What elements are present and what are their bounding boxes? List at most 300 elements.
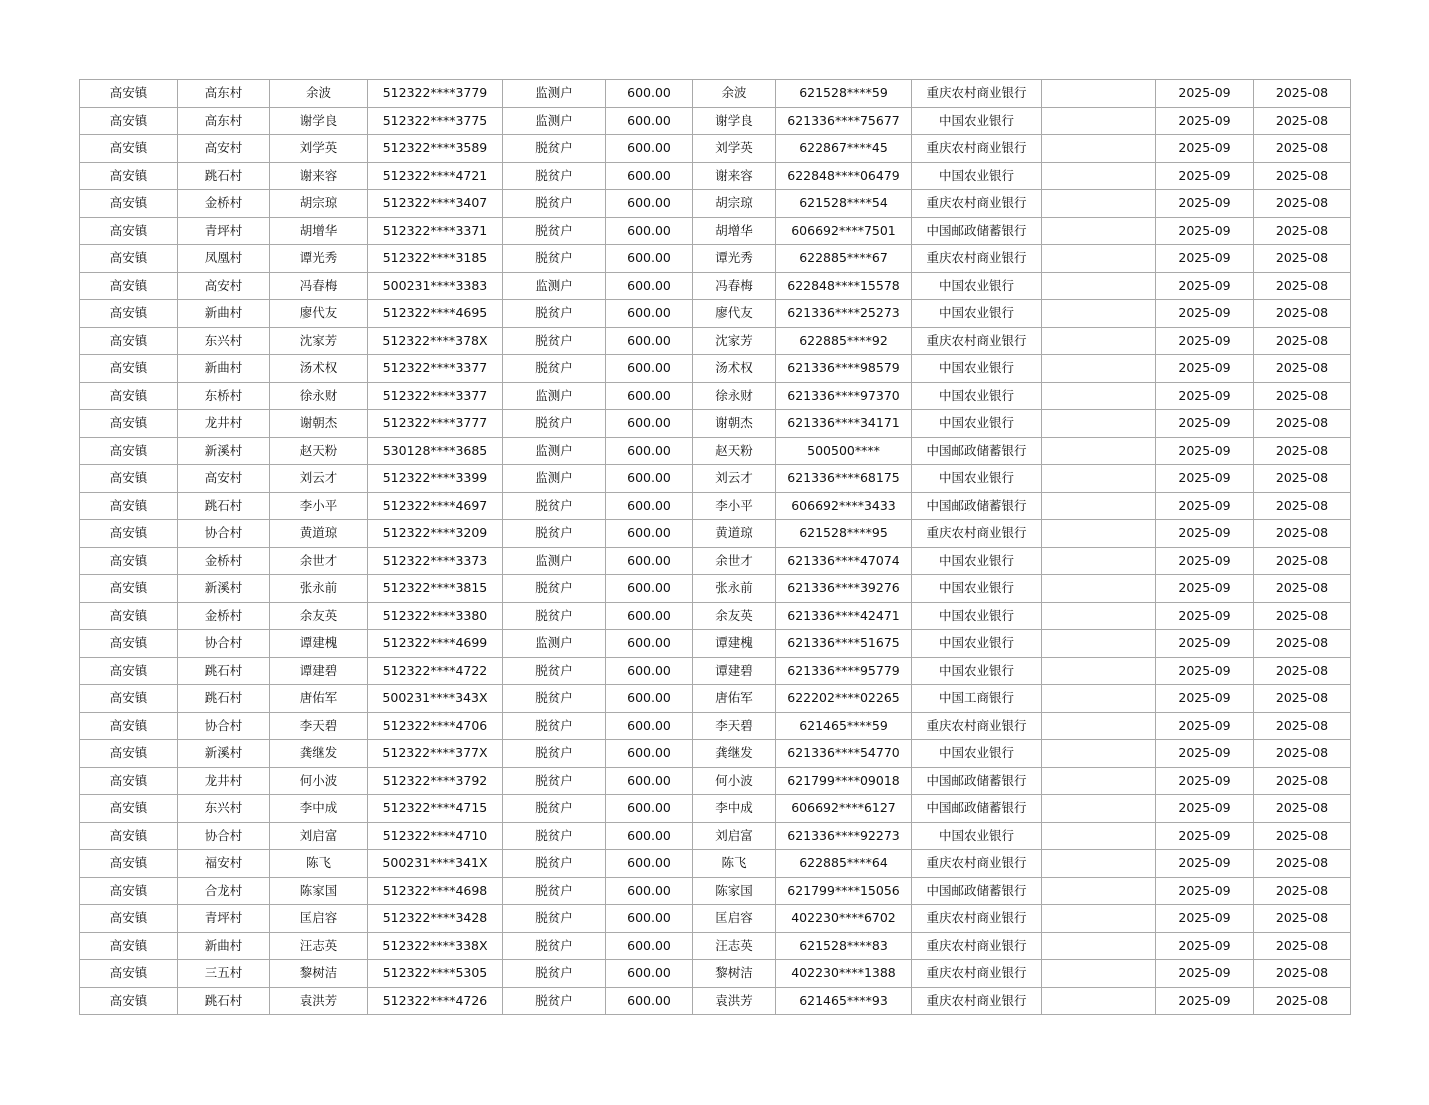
cell-month-for: 2025-08 (1254, 850, 1351, 878)
cell-note (1042, 245, 1156, 273)
cell-amount: 600.00 (606, 575, 693, 603)
cell-id-number: 500231****343X (368, 685, 503, 713)
cell-amount: 600.00 (606, 272, 693, 300)
cell-account: 622848****06479 (776, 162, 912, 190)
cell-bank: 中国邮政储蓄银行 (912, 795, 1042, 823)
cell-bank: 中国农业银行 (912, 630, 1042, 658)
cell-town: 高安镇 (80, 300, 178, 328)
cell-account: 606692****3433 (776, 492, 912, 520)
cell-payee: 冯春梅 (693, 272, 776, 300)
cell-household-type: 脱贫户 (503, 162, 606, 190)
cell-village: 高东村 (178, 107, 270, 135)
cell-bank: 中国工商银行 (912, 685, 1042, 713)
cell-month-for: 2025-08 (1254, 190, 1351, 218)
cell-name: 谢来容 (270, 162, 368, 190)
cell-name: 廖代友 (270, 300, 368, 328)
cell-village: 合龙村 (178, 877, 270, 905)
cell-village: 协合村 (178, 822, 270, 850)
cell-name: 余友英 (270, 602, 368, 630)
cell-village: 跳石村 (178, 657, 270, 685)
cell-name: 汤术权 (270, 355, 368, 383)
table-row (80, 795, 1351, 823)
cell-month-for: 2025-08 (1254, 272, 1351, 300)
cell-id-number: 530128****3685 (368, 437, 503, 465)
cell-account: 606692****6127 (776, 795, 912, 823)
cell-account: 621336****92273 (776, 822, 912, 850)
cell-note (1042, 822, 1156, 850)
cell-amount: 600.00 (606, 190, 693, 218)
cell-payee: 余波 (693, 80, 776, 108)
cell-payee: 何小波 (693, 767, 776, 795)
cell-name: 陈家国 (270, 877, 368, 905)
cell-month-for: 2025-08 (1254, 327, 1351, 355)
cell-note (1042, 575, 1156, 603)
cell-month-issued: 2025-09 (1156, 190, 1254, 218)
cell-payee: 李中成 (693, 795, 776, 823)
cell-month-for: 2025-08 (1254, 822, 1351, 850)
cell-amount: 600.00 (606, 327, 693, 355)
cell-month-for: 2025-08 (1254, 795, 1351, 823)
cell-id-number: 512322****4699 (368, 630, 503, 658)
table-body (80, 80, 1351, 1015)
cell-account: 606692****7501 (776, 217, 912, 245)
cell-village: 青坪村 (178, 905, 270, 933)
cell-month-for: 2025-08 (1254, 135, 1351, 163)
cell-amount: 600.00 (606, 465, 693, 493)
cell-note (1042, 795, 1156, 823)
cell-payee: 廖代友 (693, 300, 776, 328)
cell-month-issued: 2025-09 (1156, 410, 1254, 438)
cell-bank: 重庆农村商业银行 (912, 520, 1042, 548)
table-row (80, 520, 1351, 548)
cell-month-issued: 2025-09 (1156, 822, 1254, 850)
cell-month-issued: 2025-09 (1156, 630, 1254, 658)
cell-household-type: 脱贫户 (503, 657, 606, 685)
cell-month-for: 2025-08 (1254, 987, 1351, 1015)
cell-id-number: 512322****3380 (368, 602, 503, 630)
cell-account: 621336****42471 (776, 602, 912, 630)
cell-note (1042, 960, 1156, 988)
cell-payee: 余友英 (693, 602, 776, 630)
cell-month-for: 2025-08 (1254, 685, 1351, 713)
cell-town: 高安镇 (80, 960, 178, 988)
cell-id-number: 512322****378X (368, 327, 503, 355)
cell-id-number: 500231****3383 (368, 272, 503, 300)
cell-account: 621336****54770 (776, 740, 912, 768)
cell-village: 协合村 (178, 630, 270, 658)
table-row (80, 850, 1351, 878)
cell-id-number: 512322****3589 (368, 135, 503, 163)
cell-amount: 600.00 (606, 300, 693, 328)
cell-village: 高安村 (178, 135, 270, 163)
cell-payee: 谢学良 (693, 107, 776, 135)
cell-town: 高安镇 (80, 245, 178, 273)
cell-note (1042, 905, 1156, 933)
cell-id-number: 512322****4697 (368, 492, 503, 520)
cell-id-number: 512322****3377 (368, 382, 503, 410)
cell-payee: 谭建槐 (693, 630, 776, 658)
cell-town: 高安镇 (80, 877, 178, 905)
cell-month-for: 2025-08 (1254, 602, 1351, 630)
table-row (80, 410, 1351, 438)
cell-amount: 600.00 (606, 162, 693, 190)
cell-household-type: 脱贫户 (503, 850, 606, 878)
cell-payee: 刘学英 (693, 135, 776, 163)
cell-village: 凤凰村 (178, 245, 270, 273)
cell-name: 胡增华 (270, 217, 368, 245)
cell-bank: 中国农业银行 (912, 547, 1042, 575)
table-row (80, 987, 1351, 1015)
cell-bank: 中国农业银行 (912, 107, 1042, 135)
cell-amount: 600.00 (606, 712, 693, 740)
cell-village: 高东村 (178, 80, 270, 108)
cell-month-issued: 2025-09 (1156, 300, 1254, 328)
cell-household-type: 脱贫户 (503, 190, 606, 218)
cell-month-for: 2025-08 (1254, 465, 1351, 493)
cell-payee: 谢朝杰 (693, 410, 776, 438)
cell-name: 陈飞 (270, 850, 368, 878)
table-row (80, 602, 1351, 630)
cell-town: 高安镇 (80, 272, 178, 300)
cell-account: 621336****98579 (776, 355, 912, 383)
cell-town: 高安镇 (80, 382, 178, 410)
cell-name: 刘云才 (270, 465, 368, 493)
cell-payee: 沈家芳 (693, 327, 776, 355)
cell-month-for: 2025-08 (1254, 547, 1351, 575)
cell-account: 621799****09018 (776, 767, 912, 795)
cell-town: 高安镇 (80, 465, 178, 493)
cell-household-type: 脱贫户 (503, 767, 606, 795)
cell-bank: 中国农业银行 (912, 602, 1042, 630)
cell-id-number: 512322****4710 (368, 822, 503, 850)
table-row (80, 327, 1351, 355)
cell-note (1042, 465, 1156, 493)
cell-id-number: 500231****341X (368, 850, 503, 878)
cell-payee: 徐永财 (693, 382, 776, 410)
cell-id-number: 512322****5305 (368, 960, 503, 988)
cell-month-for: 2025-08 (1254, 437, 1351, 465)
table-row (80, 300, 1351, 328)
cell-village: 新溪村 (178, 437, 270, 465)
cell-village: 高安村 (178, 272, 270, 300)
cell-town: 高安镇 (80, 437, 178, 465)
cell-town: 高安镇 (80, 630, 178, 658)
cell-account: 621336****39276 (776, 575, 912, 603)
cell-month-for: 2025-08 (1254, 877, 1351, 905)
cell-name: 袁洪芳 (270, 987, 368, 1015)
cell-amount: 600.00 (606, 905, 693, 933)
cell-household-type: 脱贫户 (503, 877, 606, 905)
cell-payee: 刘云才 (693, 465, 776, 493)
cell-id-number: 512322****3777 (368, 410, 503, 438)
table-row (80, 822, 1351, 850)
cell-village: 龙井村 (178, 410, 270, 438)
cell-town: 高安镇 (80, 822, 178, 850)
table-row (80, 190, 1351, 218)
cell-id-number: 512322****3371 (368, 217, 503, 245)
cell-id-number: 512322****3428 (368, 905, 503, 933)
cell-id-number: 512322****3792 (368, 767, 503, 795)
cell-village: 龙井村 (178, 767, 270, 795)
cell-bank: 重庆农村商业银行 (912, 190, 1042, 218)
cell-name: 龚继发 (270, 740, 368, 768)
table-row (80, 657, 1351, 685)
cell-account: 621336****25273 (776, 300, 912, 328)
table-row (80, 932, 1351, 960)
table-row (80, 272, 1351, 300)
cell-id-number: 512322****338X (368, 932, 503, 960)
cell-household-type: 监测户 (503, 80, 606, 108)
cell-household-type: 脱贫户 (503, 245, 606, 273)
cell-amount: 600.00 (606, 987, 693, 1015)
cell-id-number: 512322****3185 (368, 245, 503, 273)
cell-amount: 600.00 (606, 740, 693, 768)
cell-account: 500500**** (776, 437, 912, 465)
cell-payee: 陈家国 (693, 877, 776, 905)
cell-amount: 600.00 (606, 355, 693, 383)
cell-town: 高安镇 (80, 712, 178, 740)
cell-town: 高安镇 (80, 355, 178, 383)
cell-household-type: 脱贫户 (503, 905, 606, 933)
cell-month-issued: 2025-09 (1156, 932, 1254, 960)
cell-bank: 中国农业银行 (912, 410, 1042, 438)
data-sheet (79, 79, 1351, 1015)
cell-account: 621336****47074 (776, 547, 912, 575)
cell-town: 高安镇 (80, 135, 178, 163)
cell-bank: 中国农业银行 (912, 740, 1042, 768)
cell-town: 高安镇 (80, 575, 178, 603)
cell-name: 李天碧 (270, 712, 368, 740)
cell-name: 胡宗琼 (270, 190, 368, 218)
cell-bank: 重庆农村商业银行 (912, 245, 1042, 273)
cell-note (1042, 877, 1156, 905)
table-row (80, 80, 1351, 108)
table-row (80, 107, 1351, 135)
table-row (80, 877, 1351, 905)
cell-town: 高安镇 (80, 327, 178, 355)
cell-village: 金桥村 (178, 190, 270, 218)
cell-account: 402230****1388 (776, 960, 912, 988)
cell-village: 新溪村 (178, 575, 270, 603)
cell-month-for: 2025-08 (1254, 355, 1351, 383)
cell-month-issued: 2025-09 (1156, 685, 1254, 713)
cell-household-type: 脱贫户 (503, 932, 606, 960)
table-row (80, 465, 1351, 493)
cell-bank: 中国农业银行 (912, 465, 1042, 493)
cell-month-for: 2025-08 (1254, 520, 1351, 548)
cell-household-type: 脱贫户 (503, 327, 606, 355)
cell-household-type: 脱贫户 (503, 822, 606, 850)
cell-month-issued: 2025-09 (1156, 547, 1254, 575)
cell-payee: 匡启容 (693, 905, 776, 933)
cell-amount: 600.00 (606, 437, 693, 465)
cell-town: 高安镇 (80, 740, 178, 768)
cell-month-for: 2025-08 (1254, 905, 1351, 933)
cell-id-number: 512322****4715 (368, 795, 503, 823)
cell-amount: 600.00 (606, 382, 693, 410)
cell-household-type: 脱贫户 (503, 520, 606, 548)
cell-month-issued: 2025-09 (1156, 767, 1254, 795)
table-row (80, 547, 1351, 575)
cell-amount: 600.00 (606, 960, 693, 988)
cell-payee: 龚继发 (693, 740, 776, 768)
cell-month-issued: 2025-09 (1156, 327, 1254, 355)
cell-note (1042, 80, 1156, 108)
cell-note (1042, 850, 1156, 878)
cell-month-for: 2025-08 (1254, 80, 1351, 108)
cell-village: 东桥村 (178, 382, 270, 410)
cell-village: 新溪村 (178, 740, 270, 768)
cell-town: 高安镇 (80, 850, 178, 878)
cell-month-for: 2025-08 (1254, 245, 1351, 273)
cell-id-number: 512322****3373 (368, 547, 503, 575)
cell-month-for: 2025-08 (1254, 767, 1351, 795)
cell-name: 张永前 (270, 575, 368, 603)
cell-amount: 600.00 (606, 932, 693, 960)
cell-month-for: 2025-08 (1254, 492, 1351, 520)
cell-month-issued: 2025-09 (1156, 850, 1254, 878)
cell-month-issued: 2025-09 (1156, 740, 1254, 768)
cell-village: 金桥村 (178, 547, 270, 575)
cell-payee: 谭建碧 (693, 657, 776, 685)
cell-note (1042, 987, 1156, 1015)
cell-household-type: 监测户 (503, 437, 606, 465)
cell-name: 刘启富 (270, 822, 368, 850)
cell-month-issued: 2025-09 (1156, 135, 1254, 163)
cell-id-number: 512322****3775 (368, 107, 503, 135)
cell-account: 621336****34171 (776, 410, 912, 438)
cell-id-number: 512322****3815 (368, 575, 503, 603)
cell-bank: 重庆农村商业银行 (912, 905, 1042, 933)
cell-note (1042, 355, 1156, 383)
cell-note (1042, 520, 1156, 548)
cell-name: 余世才 (270, 547, 368, 575)
cell-town: 高安镇 (80, 410, 178, 438)
cell-id-number: 512322****4726 (368, 987, 503, 1015)
cell-month-issued: 2025-09 (1156, 575, 1254, 603)
cell-month-issued: 2025-09 (1156, 602, 1254, 630)
cell-town: 高安镇 (80, 767, 178, 795)
cell-town: 高安镇 (80, 492, 178, 520)
table-row (80, 905, 1351, 933)
cell-payee: 李天碧 (693, 712, 776, 740)
cell-bank: 中国邮政储蓄银行 (912, 492, 1042, 520)
cell-payee: 赵天粉 (693, 437, 776, 465)
cell-name: 赵天粉 (270, 437, 368, 465)
cell-account: 621528****83 (776, 932, 912, 960)
cell-account: 621528****54 (776, 190, 912, 218)
cell-account: 621336****75677 (776, 107, 912, 135)
cell-town: 高安镇 (80, 932, 178, 960)
table-row (80, 575, 1351, 603)
cell-town: 高安镇 (80, 217, 178, 245)
cell-bank: 重庆农村商业银行 (912, 850, 1042, 878)
cell-month-issued: 2025-09 (1156, 492, 1254, 520)
cell-town: 高安镇 (80, 685, 178, 713)
cell-month-for: 2025-08 (1254, 382, 1351, 410)
cell-month-for: 2025-08 (1254, 575, 1351, 603)
table-row (80, 630, 1351, 658)
cell-household-type: 脱贫户 (503, 300, 606, 328)
cell-town: 高安镇 (80, 107, 178, 135)
cell-account: 622867****45 (776, 135, 912, 163)
cell-payee: 黄道琼 (693, 520, 776, 548)
cell-village: 跳石村 (178, 685, 270, 713)
cell-household-type: 监测户 (503, 630, 606, 658)
cell-village: 协合村 (178, 520, 270, 548)
cell-name: 谭建碧 (270, 657, 368, 685)
cell-village: 新曲村 (178, 300, 270, 328)
cell-town: 高安镇 (80, 795, 178, 823)
cell-payee: 谢来容 (693, 162, 776, 190)
cell-bank: 重庆农村商业银行 (912, 80, 1042, 108)
cell-note (1042, 767, 1156, 795)
cell-bank: 中国农业银行 (912, 355, 1042, 383)
cell-village: 新曲村 (178, 932, 270, 960)
cell-household-type: 脱贫户 (503, 712, 606, 740)
cell-payee: 胡增华 (693, 217, 776, 245)
cell-household-type: 脱贫户 (503, 795, 606, 823)
cell-month-for: 2025-08 (1254, 712, 1351, 740)
cell-month-issued: 2025-09 (1156, 712, 1254, 740)
cell-note (1042, 135, 1156, 163)
cell-payee: 刘启富 (693, 822, 776, 850)
cell-id-number: 512322****3407 (368, 190, 503, 218)
cell-id-number: 512322****4706 (368, 712, 503, 740)
cell-bank: 中国农业银行 (912, 162, 1042, 190)
cell-name: 谭光秀 (270, 245, 368, 273)
cell-amount: 600.00 (606, 685, 693, 713)
table-row (80, 767, 1351, 795)
cell-amount: 600.00 (606, 245, 693, 273)
cell-amount: 600.00 (606, 822, 693, 850)
cell-name: 徐永财 (270, 382, 368, 410)
cell-month-issued: 2025-09 (1156, 107, 1254, 135)
cell-account: 622885****92 (776, 327, 912, 355)
cell-id-number: 512322****3779 (368, 80, 503, 108)
cell-month-issued: 2025-09 (1156, 245, 1254, 273)
table-row (80, 960, 1351, 988)
cell-village: 跳石村 (178, 492, 270, 520)
cell-village: 福安村 (178, 850, 270, 878)
cell-month-issued: 2025-09 (1156, 520, 1254, 548)
cell-household-type: 脱贫户 (503, 740, 606, 768)
cell-month-issued: 2025-09 (1156, 657, 1254, 685)
cell-month-issued: 2025-09 (1156, 382, 1254, 410)
cell-account: 402230****6702 (776, 905, 912, 933)
cell-bank: 中国邮政储蓄银行 (912, 217, 1042, 245)
cell-id-number: 512322****4698 (368, 877, 503, 905)
cell-payee: 唐佑军 (693, 685, 776, 713)
cell-name: 唐佑军 (270, 685, 368, 713)
table-row (80, 135, 1351, 163)
cell-household-type: 脱贫户 (503, 987, 606, 1015)
table-row (80, 712, 1351, 740)
cell-note (1042, 272, 1156, 300)
cell-household-type: 脱贫户 (503, 410, 606, 438)
table-row (80, 740, 1351, 768)
cell-account: 622848****15578 (776, 272, 912, 300)
cell-note (1042, 217, 1156, 245)
cell-name: 汪志英 (270, 932, 368, 960)
cell-bank: 中国农业银行 (912, 575, 1042, 603)
cell-payee: 汤术权 (693, 355, 776, 383)
cell-amount: 600.00 (606, 135, 693, 163)
cell-id-number: 512322****3377 (368, 355, 503, 383)
cell-village: 东兴村 (178, 795, 270, 823)
cell-month-issued: 2025-09 (1156, 960, 1254, 988)
cell-account: 622885****64 (776, 850, 912, 878)
